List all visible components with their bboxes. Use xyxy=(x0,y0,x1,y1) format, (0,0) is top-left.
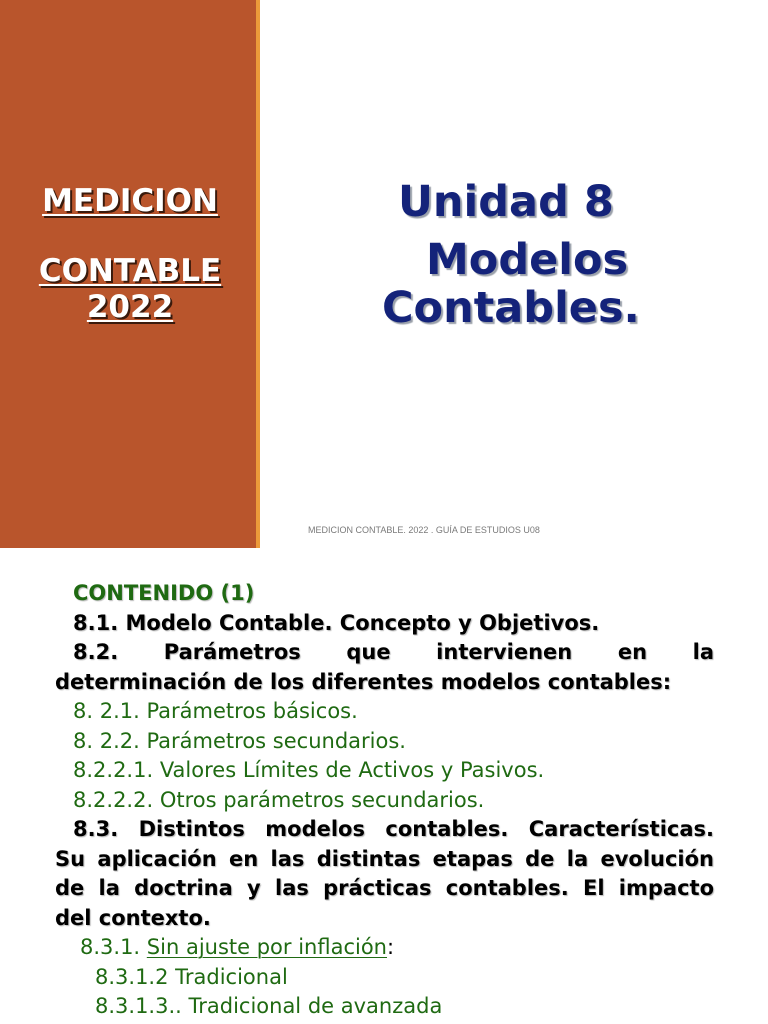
slide-contents xyxy=(0,548,768,1024)
item-8-2-line1: 8.2. Parámetros que intervienen en la xyxy=(73,640,714,664)
item-8-3-line3: de la doctrina y las prácticas contables. El impacto xyxy=(55,876,714,900)
title-contables: Contables. xyxy=(382,283,640,333)
item-8-2-1: 8. 2.1. Parámetros básicos. xyxy=(73,699,358,723)
item-8-1: 8.1. Modelo Contable. Concepto y Objetivos. xyxy=(73,610,600,635)
item-8-3-1-colon: : xyxy=(387,935,395,959)
item-8-3-line4: del contexto. xyxy=(55,905,211,930)
item-8-3-line2: Su aplicación en las distintas etapas de la evolución xyxy=(55,846,714,871)
item-8-3-1-3: 8.3.1.3.. Tradicional de avanzada xyxy=(95,994,443,1018)
slide-footer: MEDICION CONTABLE. 2022 . GUÍA DE ESTUDIOS U08 xyxy=(308,525,540,535)
item-8-2-2-1: 8.2.2.1. Valores Límites de Activos y Pasivos. xyxy=(73,758,545,782)
item-8-3-line1: 8.3. Distintos modelos contables. Características. xyxy=(73,817,714,841)
item-8-2-2: 8. 2.2. Parámetros secundarios. xyxy=(73,728,406,753)
title-unidad: Unidad 8 xyxy=(398,177,614,227)
item-8-3-1 xyxy=(55,933,714,963)
panel-line-year: 2022 xyxy=(86,289,174,325)
contents-list xyxy=(55,579,714,1022)
item-8-3-1-number: 8.3.1. xyxy=(80,935,147,959)
item-8-2-2-2: 8.2.2.2. Otros parámetros secundarios. xyxy=(73,787,485,812)
title-modelos: Modelos xyxy=(426,235,629,285)
item-8-3-1-link[interactable]: Sin ajuste por inflación xyxy=(146,935,387,959)
item-8-3-1-2: 8.3.1.2 Tradicional xyxy=(95,964,288,989)
item-8-2-line2: determinación de los diferentes modelos contables: xyxy=(55,669,672,694)
panel-line-contable: CONTABLE xyxy=(38,253,222,289)
contents-heading: CONTENIDO (1) xyxy=(73,581,255,605)
panel-line-medicion: MEDICION xyxy=(42,183,218,219)
